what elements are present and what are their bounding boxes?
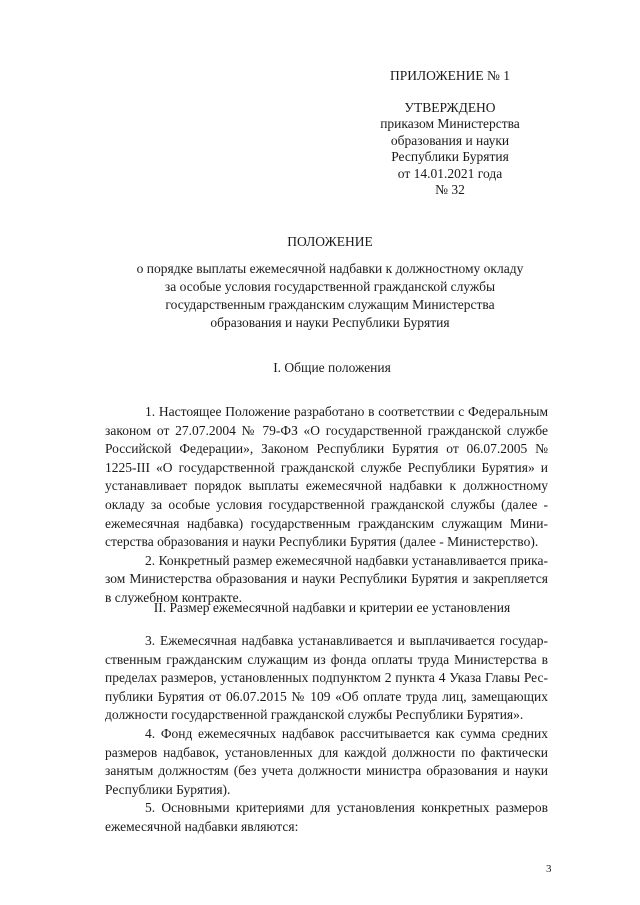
paragraph-line: 4. Фонд ежемесячных надбавок рассчитывается как сумма средних (145, 725, 548, 741)
paragraph-line: Республики Бурятия). (105, 781, 231, 797)
paragraph-line: размеров надбавок, установленных для каждой должности по фактически (105, 744, 548, 760)
section-heading-size-criteria: II. Размер ежемесячной надбавки и критерии ее установления (153, 600, 511, 615)
appendix-number: ПРИЛОЖЕНИЕ № 1 (389, 68, 511, 83)
paragraph-line: 3. Ежемесячная надбавка устанавливается и выплачивается государ- (145, 633, 548, 648)
paragraph-line: занятым должностям (без учета должности министра образования и науки (105, 763, 548, 779)
approval-stamp (340, 68, 560, 199)
paragraph-line: 1225-III «О государственной гражданской службе Республики Бурятия» и (105, 459, 548, 475)
paragraph-line: законом от 27.07.2004 № 79-ФЗ «О государственной гражданской службе (105, 422, 548, 438)
approval-line: образования и науки (390, 132, 510, 148)
paragraph-line: ежемесячная надбавка) государственным гражданским служащим Мини- (105, 515, 548, 531)
section-heading-general: I. Общие положения (273, 360, 391, 375)
paragraph-line: Российской Федерации», Законом Республики Бурятия от 06.07.2005 № (105, 441, 548, 457)
order-number: № 32 (435, 182, 465, 197)
section-general-body (105, 403, 548, 608)
paragraph-line: зом Министерства образования и науки Республики Бурятия и закрепляется (105, 571, 548, 587)
paragraph-line: 2. Конкретный размер ежемесячной надбавки устанавливается прика- (145, 552, 548, 568)
title-line: о порядке выплаты ежемесячной надбавки к должностному окладу (136, 261, 524, 276)
paragraph-line: пределах размеров, установленных подпунктом 2 пункта 4 Указа Главы Рес- (105, 670, 548, 686)
document-heading: ПОЛОЖЕНИЕ (287, 234, 373, 249)
paragraph-line: ежемесячной надбавки являются: (105, 818, 299, 834)
title-line: государственным гражданским служащим Министерства (165, 297, 495, 312)
approved-label: УТВЕРЖДЕНО (404, 99, 496, 115)
paragraph-line: ственным гражданским служащим из фонда оплаты труда Министерства в (105, 651, 548, 667)
title-line: за особые условия государственной гражданской службы (164, 279, 496, 294)
title-line: образования и науки Республики Бурятия (210, 315, 450, 330)
paragraph-line: публики Бурятия от 06.07.2015 № 109 «Об оплате труда лиц, замещающих (105, 688, 548, 704)
section-size-criteria-body (105, 632, 548, 837)
paragraph-line: должности государственной гражданской службы Республики Бурятия». (105, 707, 524, 723)
paragraph-line: в служебном контракте. (105, 589, 242, 605)
paragraph-line: окладу за особые условия государственной гражданской службы (далее - (105, 496, 548, 512)
paragraph-line: 5. Основными критериями для установления конкретных размеров (145, 800, 548, 816)
approval-line: приказом Министерства (380, 116, 520, 131)
document-title (120, 233, 540, 332)
approval-date: от 14.01.2021 года (397, 165, 503, 181)
paragraph-line: 1. Настоящее Положение разработано в соответствии с Федеральным (145, 404, 548, 419)
paragraph-line: устанавливает порядок выплаты ежемесячной надбавки к должностному (105, 478, 548, 494)
approval-line: Республики Бурятия (391, 149, 509, 164)
paragraph-line: стерства образования и науки Республики Бурятия (далее - Министерство). (105, 534, 539, 550)
page-number: 3 (546, 863, 552, 875)
